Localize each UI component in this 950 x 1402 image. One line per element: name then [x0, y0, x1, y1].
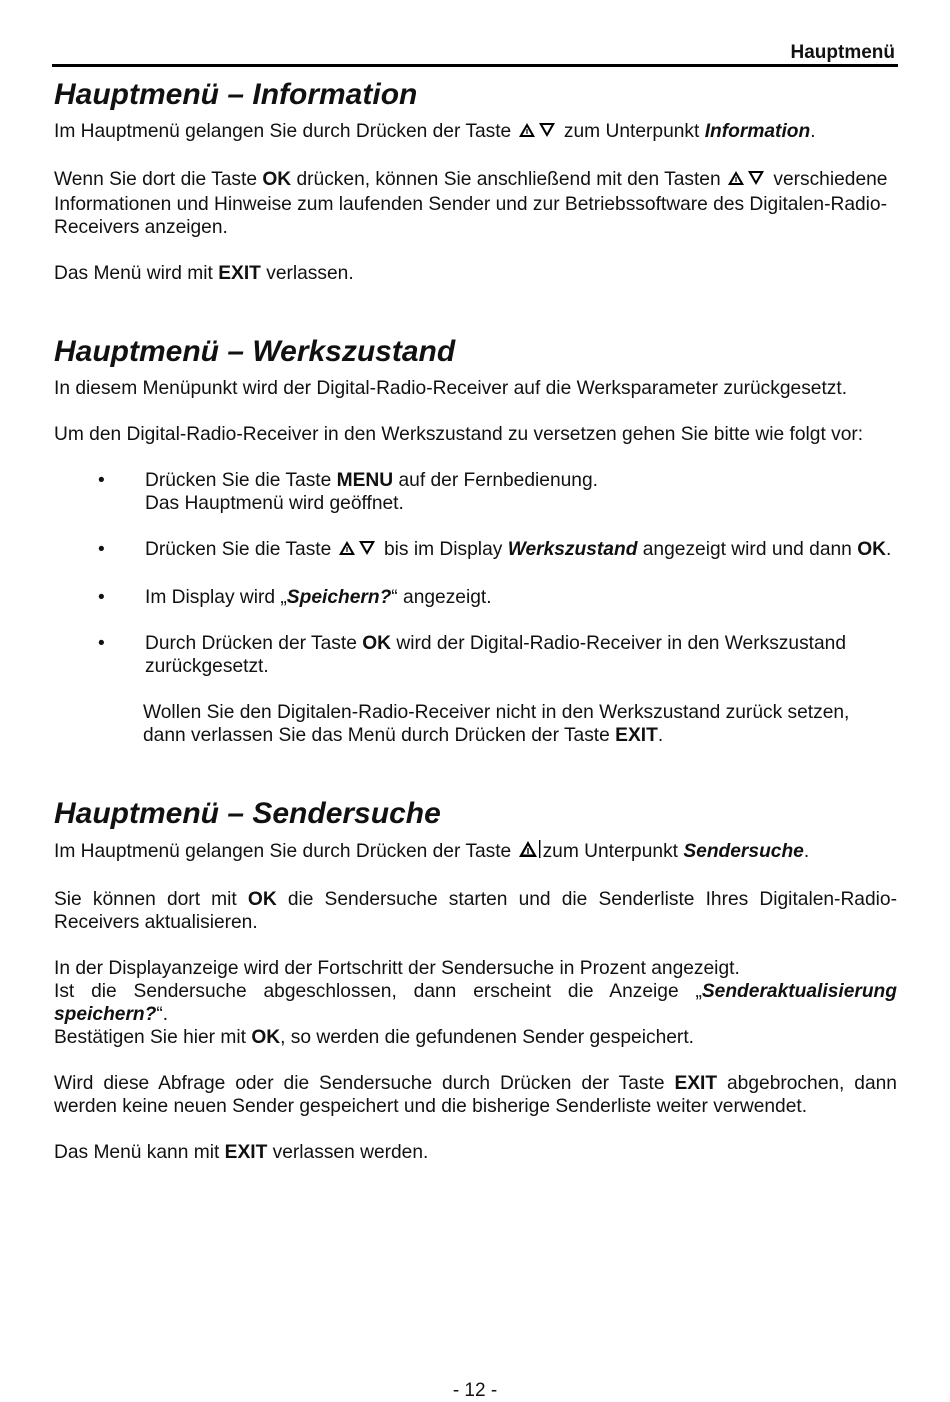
list-item: • Drücken Sie die Taste bis im Display Werkszustand angezeigt wird und dann OK.	[54, 538, 897, 563]
factory-reset-cancel-note: Wollen Sie den Digitalen-Radio-Receiver nicht in den Werkszustand zurück setzen, dann verlassen Sie das Menü durch Drücken der Taste EXIT.	[143, 702, 850, 746]
information-ok-paragraph: Wenn Sie dort die Taste OK drücken, können Sie anschließend mit den Tasten verschiedene Informationen und Hinweise zum laufenden Sender und zur Betriebssoftware des Digitalen-Radio-Receivers anzeigen.	[54, 169, 888, 238]
section-heading-station-search: Hauptmenü – Sendersuche	[54, 797, 441, 830]
factory-reset-steps-list	[54, 469, 897, 678]
station-search-confirm-paragraph: Bestätigen Sie hier mit OK, so werden die gefundenen Sender gespeichert.	[54, 1027, 694, 1048]
station-search-progress-paragraph: In der Displayanzeige wird der Fortschritt der Sendersuche in Prozent angezeigt.	[54, 958, 740, 979]
section-heading-information: Hauptmenü – Information	[54, 78, 418, 111]
page-number: - 12 -	[452, 1380, 498, 1401]
information-exit-paragraph: Das Menü wird mit EXIT verlassen.	[54, 263, 354, 284]
list-item: • Im Display wird „Speichern?“ angezeigt.	[54, 586, 897, 609]
station-search-exit-paragraph: Das Menü kann mit EXIT verlassen werden.	[54, 1142, 429, 1163]
up-arrow-key-icon	[518, 839, 542, 865]
up-down-arrow-keys-icon	[338, 539, 378, 563]
running-header: Hauptmenü	[790, 42, 895, 63]
factory-reset-steps-intro: Um den Digital-Radio-Receiver in den Werkszustand zu versetzen gehen Sie bitte wie folgt vor:	[54, 424, 864, 445]
station-search-complete-paragraph: Ist die Sendersuche abgeschlossen, dann erscheint die Anzeige „Senderaktualisierung speichern?“.	[54, 981, 897, 1025]
up-down-arrow-keys-icon	[727, 169, 767, 193]
station-search-abort-paragraph: Wird diese Abfrage oder die Sendersuche durch Drücken der Taste EXIT abgebrochen, dann werden keine neuen Sender gespeichert und die bisherige Senderliste weiter verwendet.	[54, 1073, 897, 1117]
header-rule	[52, 64, 898, 67]
section-heading-factory-reset: Hauptmenü – Werkszustand	[54, 335, 456, 368]
list-item: • Drücken Sie die Taste MENU auf der Fernbedienung. Das Hauptmenü wird geöffnet.	[54, 469, 897, 515]
page-content	[54, 74, 897, 1164]
up-down-arrow-keys-icon	[518, 121, 558, 145]
factory-reset-intro-paragraph: In diesem Menüpunkt wird der Digital-Radio-Receiver auf die Werksparameter zurückgesetzt.	[54, 378, 848, 399]
station-search-intro-paragraph: Im Hauptmenü gelangen Sie durch Drücken der Taste zum Unterpunkt Sendersuche.	[54, 839, 897, 865]
list-item: • Durch Drücken der Taste OK wird der Digital-Radio-Receiver in den Werkszustand zurückgesetzt.	[54, 632, 897, 678]
information-intro-paragraph: Im Hauptmenü gelangen Sie durch Drücken der Taste zum Unterpunkt Information.	[54, 120, 897, 145]
station-search-start-paragraph: Sie können dort mit OK die Sendersuche starten und die Senderliste Ihres Digitalen-Radio-Receivers aktualisieren.	[54, 889, 897, 933]
